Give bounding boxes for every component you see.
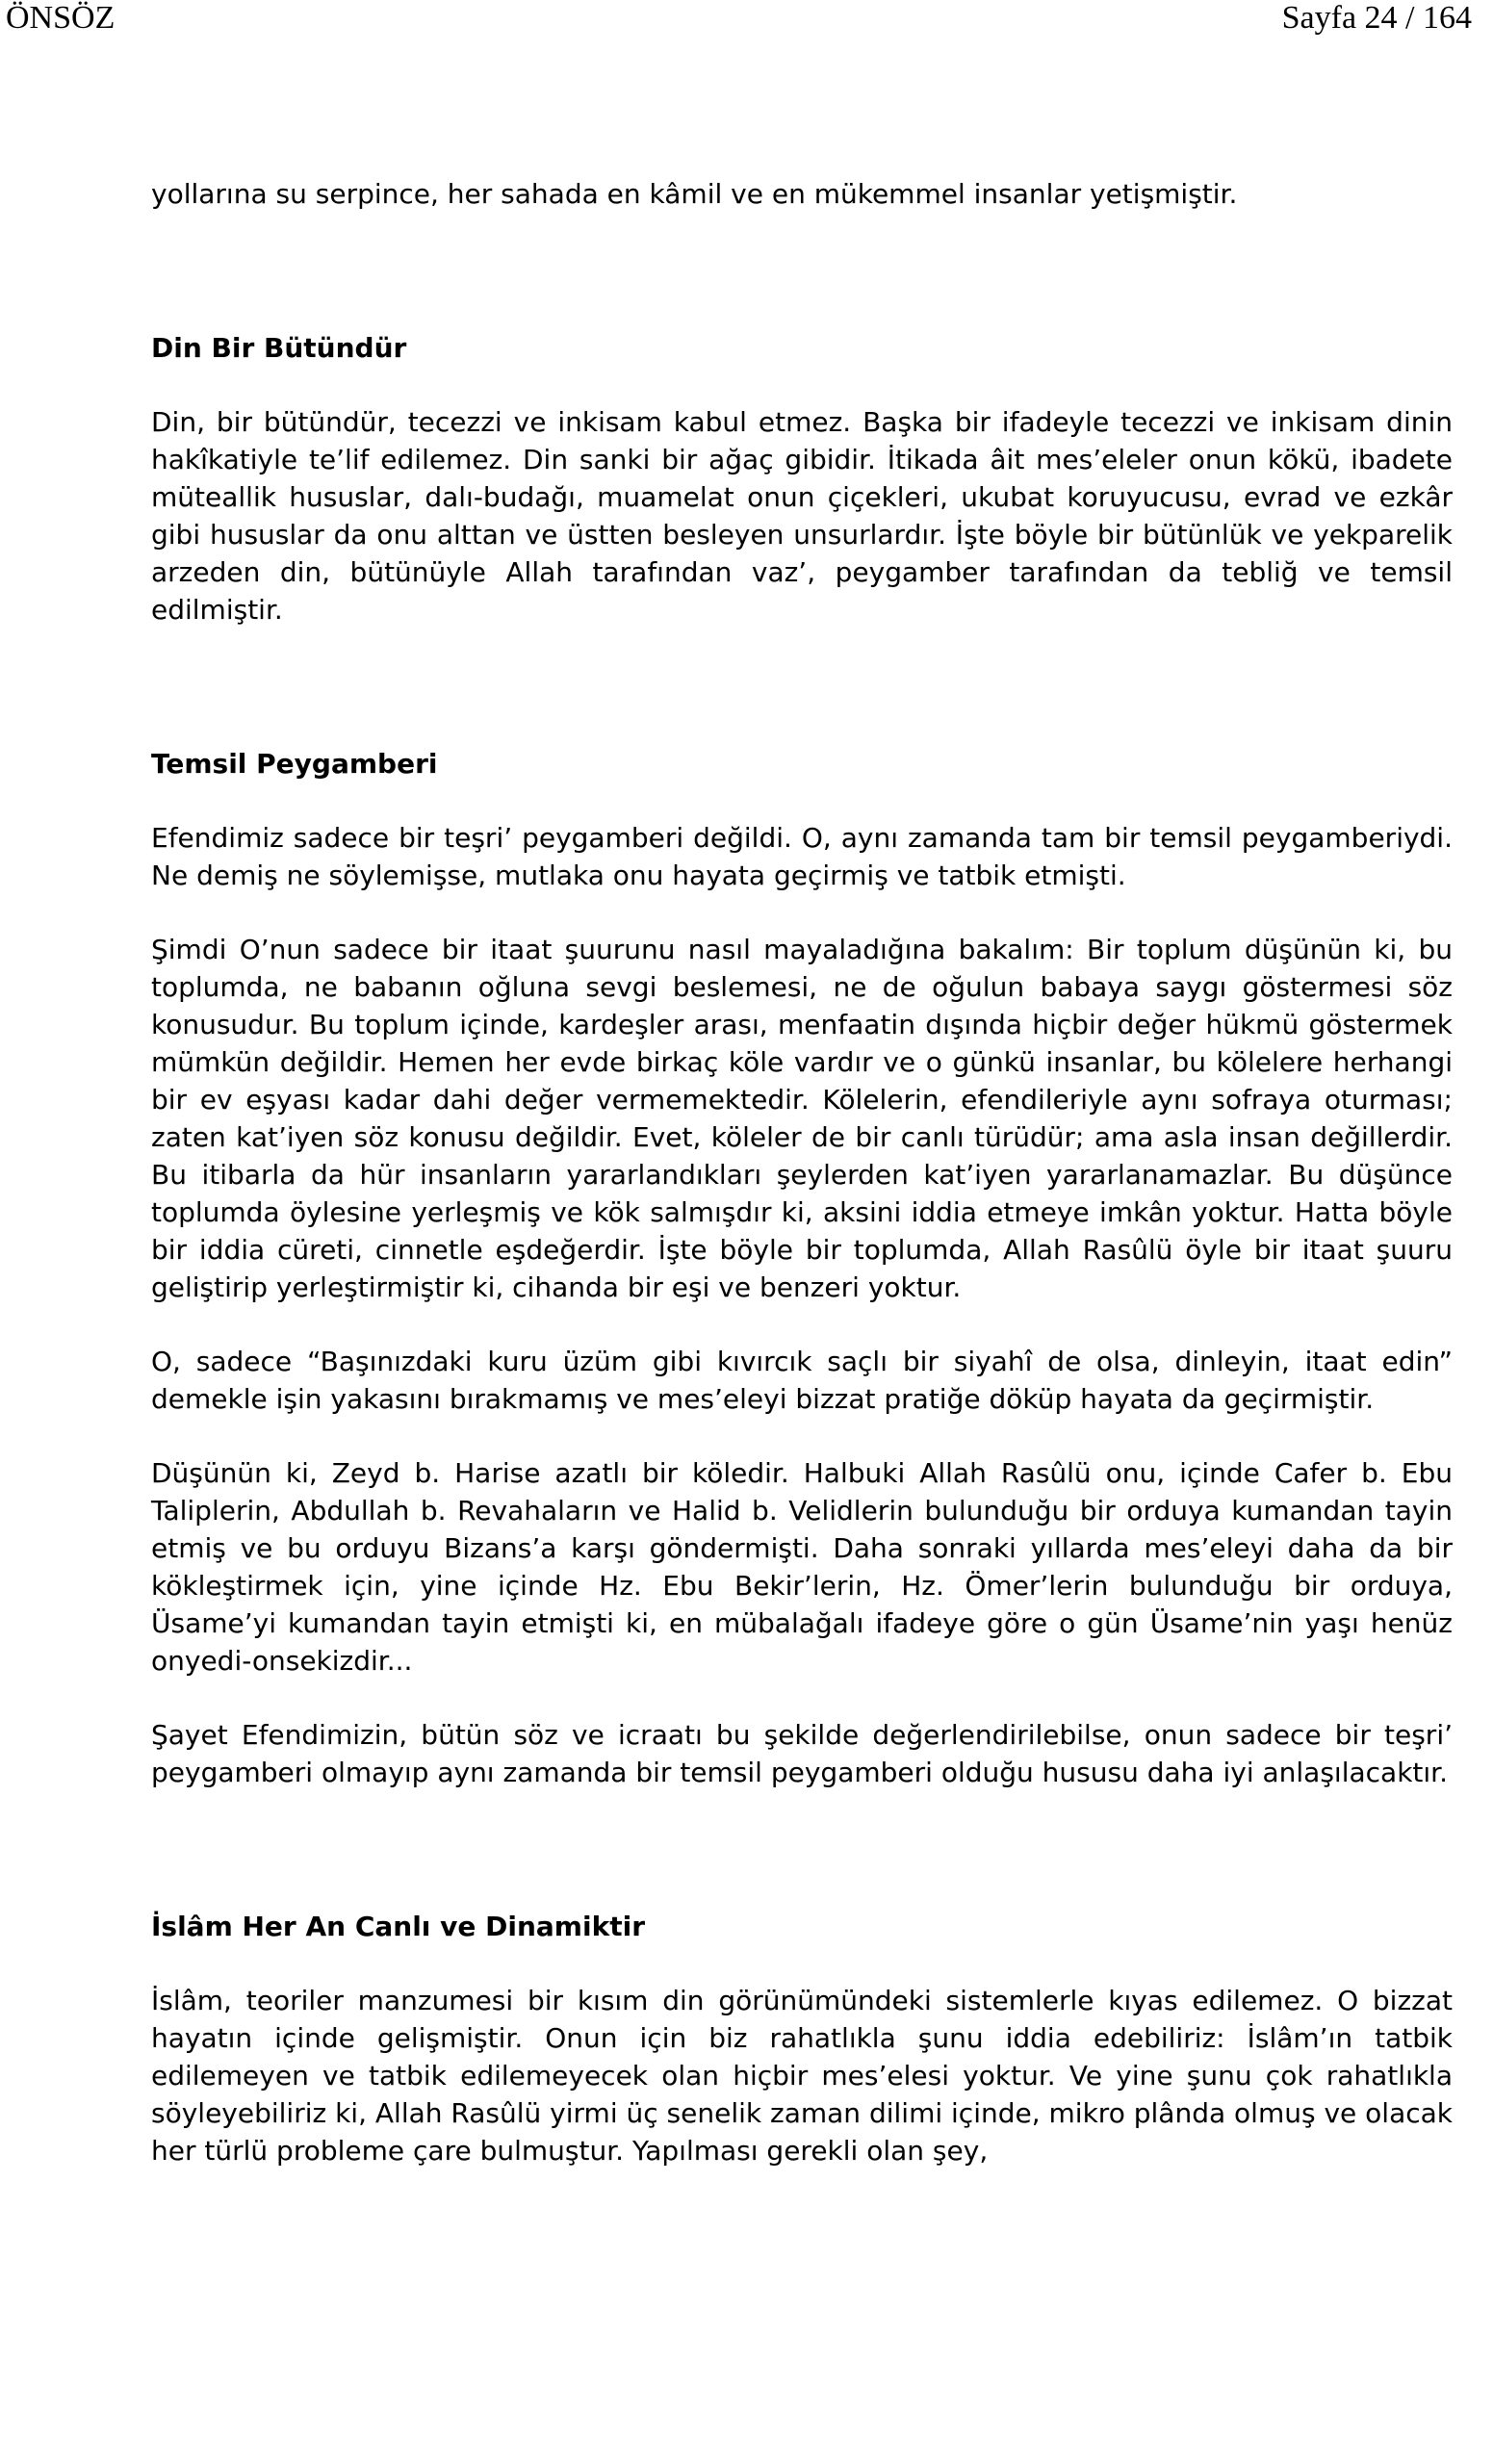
paragraph: Din, bir bütündür, tecezzi ve inkisam kabul etmez. Başka bir ifadeyle tecezzi ve inkisam dinin hakîkatiyle te’lif edilemez. Din sanki bir ağaç gibidir. İtikada âit mes’eleler onun kökü, ibadete müteallik hususlar, dalı-budağı, muamelat onun çiçekleri, ukubat koruyucusu, evrad ve ezkâr gibi hususlar da onu alttan ve üstten besleyen unsurlardır. İşte böyle bir bütünlük ve yekparelik arzeden din, bütünüyle Allah tarafından vaz’, peygamber tarafından da tebliğ ve temsil edilmiştir. bbox=[151, 406, 1453, 626]
page-header bbox=[0, 0, 1493, 42]
paragraph: Şimdi O’nun sadece bir itaat şuurunu nasıl mayaladığına bakalım: Bir toplum düşünün ki, bu toplumda, ne babanın oğluna sevgi beslemesi, ne de oğulun babaya saygı göstermesi söz konusudur. Bu toplum içinde, kardeşler arası, menfaatin dışında hiçbir değer hükmü göstermek mümkün değildir. Hemen her evde birkaç köle vardır ve o günkü insanlar, bu kölelere herhangi bir ev eşyası kadar dahi değer vermemektedir. Kölelerin, efendileriyle aynı sofraya oturması; zaten kat’iyen söz konusu değildir. Evet, köleler de bir canlı türüdür; ama asla insan değillerdir. Bu itibarla da hür insanların yararlandıkları şeylerden kat’iyen yararlanamazlar. Bu düşünce toplumda öylesine yerleşmiş ve kök salmışdır ki, aksini iddia etmeye imkân yoktur. Hatta böyle bir iddia cüreti, cinnetle eşdeğerdir. İşte böyle bir toplumda, Allah Rasûlü öyle bir itaat şuuru geliştirip yerleştirmiştir ki, cihanda bir eşi ve benzeri yoktur. bbox=[151, 934, 1453, 1303]
paragraph: O, sadece “Başınızdaki kuru üzüm gibi kıvırcık saçlı bir siyahî de olsa, dinleyin, itaat edin” demekle işin yakasını bırakmamış ve mes’eleyi bizzat pratiğe döküp hayata da geçirmiştir. bbox=[151, 1346, 1453, 1415]
intro-line: yollarına su serpince, her sahada en kâmil ve en mükemmel insanlar yetişmiştir. bbox=[151, 178, 1238, 210]
header-section-title: ÖNSÖZ bbox=[6, 0, 116, 36]
page-number: Sayfa 24 / 164 bbox=[1281, 0, 1472, 36]
paragraph: Şayet Efendimizin, bütün söz ve icraatı bu şekilde değerlendirilebilse, onun sadece bir teşri’ peygamberi olmayıp aynı zamanda bir temsil peygamberi olduğu hususu daha iyi anlaşılacaktır. bbox=[151, 1719, 1453, 1788]
paragraph: İslâm, teoriler manzumesi bir kısım din görünümündeki sistemlerle kıyas edilemez. O bizzat hayatın içinde gelişmiştir. Onun için biz rahatlıkla şunu iddia edebiliriz: İslâm’ın tatbik edilemeyen ve tatbik edilemeyecek olan hiçbir mes’elesi yoktur. Ve yine şunu çok rahatlıkla söyleyebiliriz ki, Allah Rasûlü yirmi üç senelik zaman dilimi içinde, mikro plânda olmuş ve olacak her türlü probleme çare bulmuştur. Yapılması gerekli olan şey, bbox=[151, 1985, 1453, 2167]
section-heading-islam-canli-dinamik: İslâm Her An Canlı ve Dinamiktir bbox=[151, 1911, 645, 1942]
section-heading-temsil-peygamberi: Temsil Peygamberi bbox=[151, 748, 438, 780]
paragraph: Düşünün ki, Zeyd b. Harise azatlı bir köledir. Halbuki Allah Rasûlü onu, içinde Cafer b. Ebu Taliplerin, Abdullah b. Revahaların ve Halid b. Velidlerin bulunduğu bir orduya kumandan tayin etmiş ve bu orduyu Bizans’a karşı göndermişti. Daha sonraki yıllarda mes’eleyi daha da bir kökleştirmek için, yine içinde Hz. Ebu Bekir’lerin, Hz. Ömer’lerin bulunduğu bir orduya, Üsame’yi kumandan tayin etmişti ki, en mübalağalı ifadeye göre o gün Üsame’nin yaşı henüz onyedi-onsekizdir... bbox=[151, 1457, 1453, 1677]
section-heading-din-bir-butundur: Din Bir Bütündür bbox=[151, 332, 407, 364]
paragraph: Efendimiz sadece bir teşri’ peygamberi değildi. O, aynı zamanda tam bir temsil peygamberiydi. Ne demiş ne söylemişse, mutlaka onu hayata geçirmiş ve tatbik etmişti. bbox=[151, 822, 1453, 891]
document-body bbox=[151, 175, 1453, 2169]
